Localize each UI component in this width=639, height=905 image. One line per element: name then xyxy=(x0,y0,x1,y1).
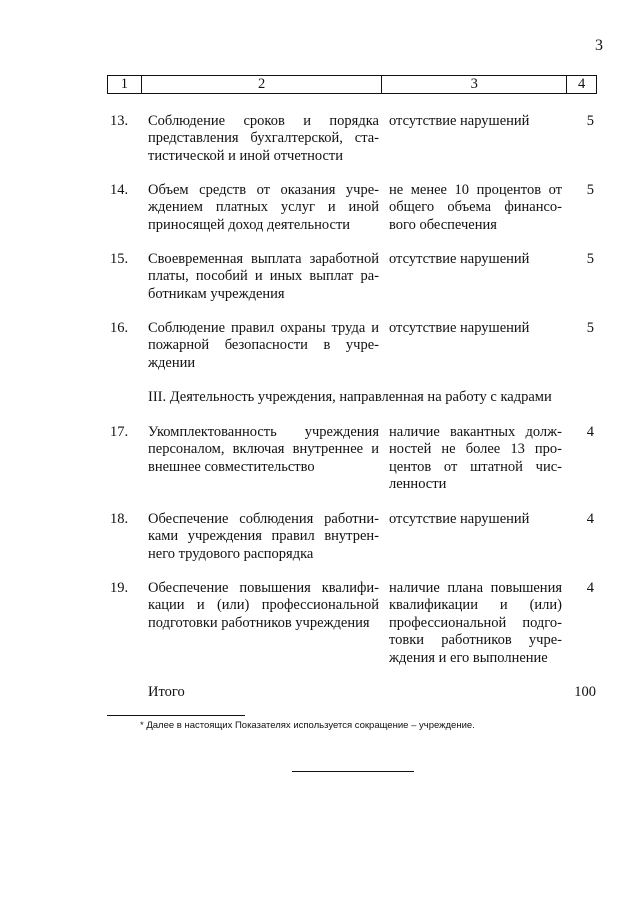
row-description: Обеспечение соблюдения работниками учреждения правил внутреннего трудового распорядка xyxy=(148,511,379,562)
row-criterion: отсутствие нарушений xyxy=(389,113,530,129)
row-criterion: наличие плана повышения квалификации и (или) профессиональной подготовки работников учреждения и его выполнение xyxy=(389,580,562,666)
page-number: 3 xyxy=(595,37,603,54)
row-criterion: отсутствие нарушений xyxy=(389,511,530,527)
header-col-3: 3 xyxy=(382,76,567,94)
row-description: Соблюдение сроков и порядка представления бухгалтерской, статистической и иной отчетности xyxy=(148,113,379,164)
row-description: Соблюдение правил охраны труда и пожарной безопасности в учреждении xyxy=(148,320,379,371)
row-criterion: не менее 10 процентов от общего объема финансового обеспечения xyxy=(389,182,562,233)
end-of-document-rule xyxy=(292,771,414,772)
row-number: 19. xyxy=(110,580,129,596)
row-number: 17. xyxy=(110,424,129,440)
row-description: Обеспечение повышения квалификации и (или) профессиональной подготовки работников учреждения xyxy=(148,580,379,631)
row-score: 5 xyxy=(586,320,594,336)
header-col-1: 1 xyxy=(108,76,142,94)
row-number: 18. xyxy=(110,511,129,527)
row-number: 15. xyxy=(110,251,129,267)
row-score: 5 xyxy=(586,251,594,267)
row-number: 14. xyxy=(110,182,129,198)
row-criterion: отсутствие нарушений xyxy=(389,320,530,336)
row-number: 13. xyxy=(110,113,129,129)
row-score: 5 xyxy=(586,182,594,198)
row-criterion: наличие вакантных должностей не более 13 процентов от штатной численности xyxy=(389,424,562,493)
row-score: 4 xyxy=(586,511,594,527)
row-description: Укомплектованность учреждения персоналом, включая внутреннее и внешнее совместительство xyxy=(148,424,379,475)
header-col-2: 2 xyxy=(141,76,381,94)
row-score: 4 xyxy=(586,580,594,596)
row-score: 4 xyxy=(586,424,594,440)
row-score: 5 xyxy=(586,113,594,129)
row-description: Своевременная выплата заработной платы, пособий и иных выплат работникам учреждения xyxy=(148,251,379,302)
header-col-4: 4 xyxy=(567,76,597,94)
section-heading: III. Деятельность учреждения, направленная на работу с кадрами xyxy=(148,389,552,405)
row-description: Объем средств от оказания учреждением платных услуг и иной приносящей доход деятельности xyxy=(148,182,379,233)
row-number: 16. xyxy=(110,320,129,336)
footnote: * Далее в настоящих Показателях используется сокращение – учреждение. xyxy=(140,720,475,731)
total-value: 100 xyxy=(574,684,596,700)
footnote-divider xyxy=(107,715,245,716)
total-label: Итого xyxy=(148,684,185,700)
row-criterion: отсутствие нарушений xyxy=(389,251,530,267)
